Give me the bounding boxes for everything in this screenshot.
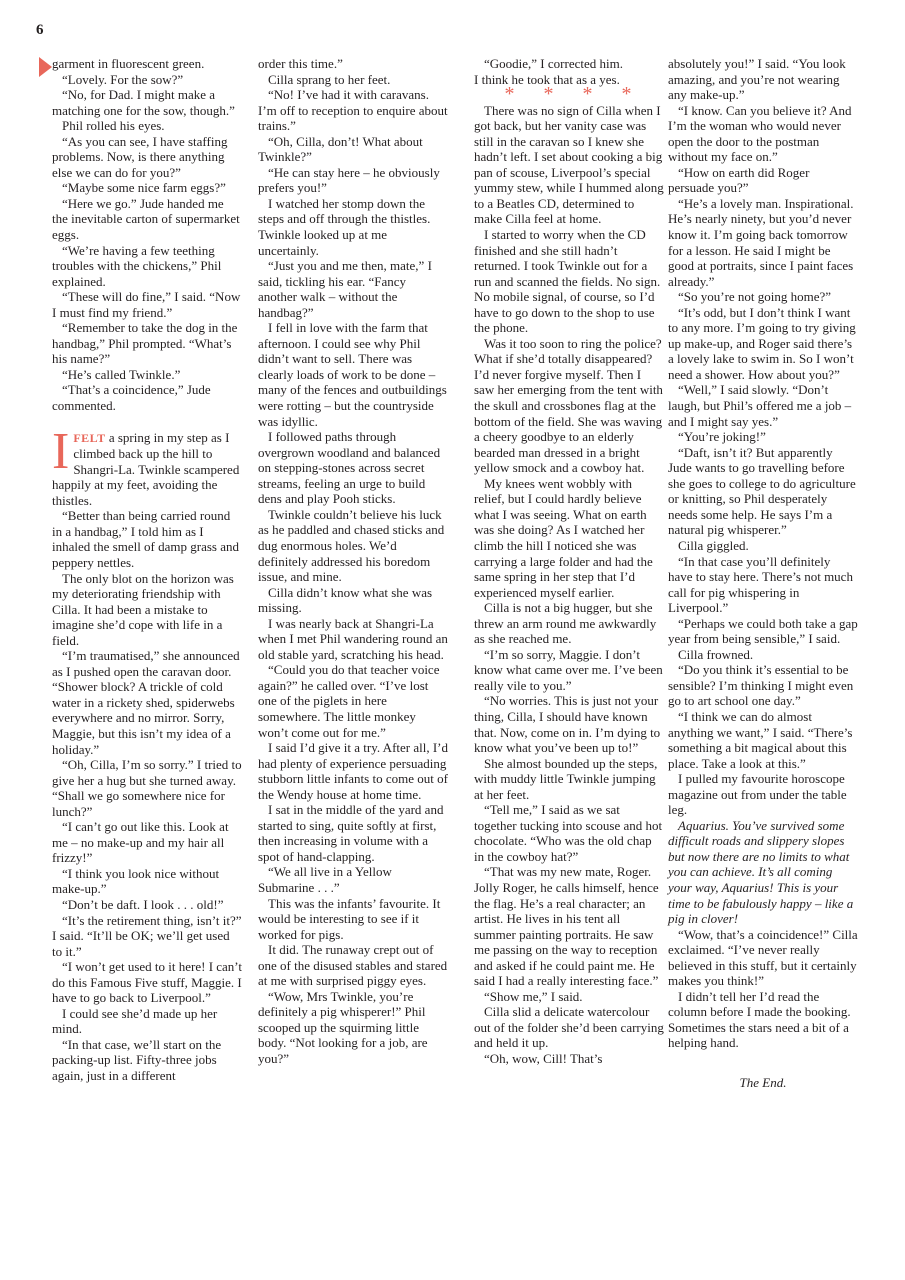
- paragraph: I started to worry when the CD finished and she still hadn’t returned. I took Twinkle out for a run and scanned the fields. No sign. No mobile signal, of course, so I’d have to go down to the shop to use the phone.: [474, 227, 661, 336]
- paragraph: Was it too soon to ring the police? What if she’d totally disappeared? I’d never forgive myself. Then I saw her emerging from the tent with the skull and crossbones flag at the bottom of the field. She was waving a cheery goodbye to an elderly bearded man dressed in a bright yellow smock and a cowboy hat.: [474, 335, 663, 476]
- column-2: [258, 56, 448, 1067]
- paragraph: “No, for Dad. I might make a matching one for the sow, though.”: [52, 87, 235, 118]
- paragraph: Cilla giggled.: [678, 537, 749, 553]
- paragraph: “Better than being carried round in a handbag,” I told him as I inhaled the smell of damp grass and peppery nettles.: [52, 508, 240, 570]
- paragraph: I said I’d give it a try. After all, I’d had plenty of experience persuading stubborn little infants to come out of the Wendy house at home time.: [258, 740, 449, 802]
- paragraph: “Show me,” I said.: [484, 988, 583, 1004]
- paragraph: “He can stay here – he obviously prefers you!”: [258, 164, 440, 196]
- continuation-paragraph: absolutely you!” I said. “You look amazing, and you’re not wearing any make-up.”: [668, 56, 846, 103]
- paragraph: “Don’t be daft. I look . . . old!”: [62, 896, 224, 912]
- paragraph: “That was my new mate, Roger. Jolly Roger, he calls himself, hence the flag. He’s a real character; an artist. He lives in his tent all summer painting portraits. He saw me passing on the way to reception and asked if he could paint me. He said I had a really interesting face.”: [474, 864, 659, 989]
- paragraph: “Oh, Cilla, don’t! What about Twinkle?”: [258, 133, 423, 165]
- paragraph: “Oh, Cilla, I’m so sorry.” I tried to give her a hug but she turned away. “Shall we go somewhere nice for lunch?”: [52, 757, 242, 819]
- paragraph: “That’s a coincidence,” Jude commented.: [52, 382, 211, 414]
- small-caps-opening: FELT: [73, 430, 106, 445]
- paragraph: Cilla slid a delicate watercolour out of the folder she’d been carrying and held it up.: [474, 1004, 664, 1051]
- paragraph: “Oh, wow, Cill! That’s: [484, 1051, 603, 1066]
- drop-cap: I: [52, 422, 70, 480]
- paragraph: “I can’t go out like this. Look at me – no make-up and my hair all frizzy!”: [52, 819, 229, 866]
- column-3: [474, 56, 664, 1067]
- continuation-paragraph: order this time.”: [258, 56, 343, 71]
- column-1: [52, 56, 242, 1084]
- paragraph: “How on earth did Roger persuade you?”: [668, 164, 810, 196]
- paragraph: “I know. Can you believe it? And I’m the woman who would never open the door to the postman without my face on.”: [668, 102, 852, 165]
- paragraph: “We all live in a Yellow Submarine . . .”: [258, 864, 392, 895]
- paragraph: Cilla didn’t know what she was missing.: [258, 584, 433, 616]
- paragraph: I fell in love with the farm that afternoon. I could see why Phil didn’t want to sell. There was clearly loads of work to be done – many of the fences and outbuildings were rotting – but the countryside was idyllic.: [258, 320, 447, 429]
- continuation-arrow-icon: [39, 57, 52, 77]
- paragraph: There was no sign of Cilla when I got back, but her vanity case was still in the caravan so I knew she hadn’t left. I set about cooking a big pan of scouse, Liverpool’s special yummy stew, while I hummed along to a Beatles CD, determined to make Cilla feel at home.: [474, 102, 664, 227]
- paragraph: “In that case you’ll definitely have to stay here. There’s not much call for pig whispering in Liverpool.”: [668, 553, 853, 616]
- paragraph: I could see she’d made up her mind.: [52, 1005, 218, 1037]
- paragraph: “In that case, we’ll start on the packing-up list. Fifty-three jobs again, just in a different: [52, 1036, 222, 1083]
- paragraph: I pulled my favourite horoscope magazine out from under the table leg.: [668, 771, 847, 818]
- paragraph: “It’s the retirement thing, isn’t it?” I said. “It’ll be OK; we’ll get used to it.”: [52, 912, 242, 959]
- the-end: The End.: [739, 1075, 787, 1090]
- paragraph: I was nearly back at Shangri-La when I met Phil wandering round an old stable yard, scratching his head.: [258, 615, 448, 662]
- paragraph: “We’re having a few teething troubles with the chickens,” Phil explained.: [52, 242, 222, 289]
- paragraph: I think he took that as a yes.: [474, 71, 620, 87]
- column-4: [668, 56, 858, 1091]
- paragraph: “Remember to take the dog in the handbag,” Phil prompted. “What’s his name?”: [52, 320, 238, 367]
- dropcap-paragraph: [52, 422, 242, 509]
- paragraph: Cilla sprang to her feet.: [268, 71, 391, 87]
- paragraph: This was the infants’ favourite. It would be interesting to see if it worked for pigs.: [258, 895, 441, 942]
- paragraph: “Daft, isn’t it? But apparently Jude wants to go travelling before she goes to college to do agriculture or knitting, so Phil desperately needs some help. He says I’m a natural pig whisperer.”: [668, 444, 856, 538]
- paragraph: “Tell me,” I said as we sat together tucking into scouse and hot chocolate. “Who was the old chap in the cowboy hat?”: [474, 802, 663, 864]
- paragraph: “I think we can do almost anything we want,” I said. “There’s something a bit magical about this place. Take a look at this.”: [668, 708, 853, 771]
- paragraph: “Wow, Mrs Twinkle, you’re definitely a pig whisperer!” Phil scooped up the squirming little body. “Not looking for a job, are you?”: [258, 988, 428, 1066]
- paragraph: She almost bounded up the steps, with muddy little Twinkle jumping at her feet.: [474, 755, 658, 802]
- paragraph: “I’m so sorry, Maggie. I don’t know what came over me. I’ve been really vile to you.”: [474, 646, 663, 693]
- paragraph: My knees went wobbly with relief, but I could hardly believe what I was seeing. What on earth was she doing? As I watched her climb the hill I noticed she was carrying a large folder and had the same spring in her step that I’d experienced myself earlier.: [474, 475, 653, 600]
- paragraph: “Maybe some nice farm eggs?”: [62, 180, 226, 196]
- horoscope-quote: Aquarius. You’ve survived some difficult roads and slippery slopes but now there are no limits to what you can achieve. It’s all coming your way, Aquarius! This is your time to be fabulously happy – like a pig in clover!: [668, 817, 854, 927]
- paragraph: Twinkle couldn’t believe his luck as he paddled and chased sticks and dug enormous holes. We’d definitely addressed his boredom issue, and mine.: [258, 506, 445, 585]
- paragraph: “Just you and me then, mate,” I said, tickling his ear. “Fancy another walk – without the handbag?”: [258, 258, 432, 320]
- paragraph-text: garment in fluorescent green.: [52, 56, 205, 71]
- paragraph: “Lovely. For the sow?”: [62, 71, 184, 87]
- paragraph: “So you’re not going home?”: [678, 289, 832, 305]
- paragraph: Cilla is not a big hugger, but she threw an arm round me awkwardly as she reached me.: [474, 600, 657, 647]
- paragraph: “No worries. This is just not your thing, Cilla, I should have known that. Now, come on in. I’m dying to know what you’ve been up to!”: [474, 693, 661, 756]
- paragraph: “Here we go.” Jude handed me the inevitable carton of supermarket eggs.: [52, 195, 240, 243]
- paragraph: “Wow, that’s a coincidence!” Cilla exclaimed. “I’ve never really believed in this stuff, but it certainly makes you think!”: [668, 926, 858, 989]
- paragraph: Cilla frowned.: [678, 646, 754, 662]
- paragraph: Phil rolled his eyes.: [62, 118, 165, 134]
- paragraph: “Do you think it’s essential to be sensible? I’m thinking I might even go to art school one day.”: [668, 662, 854, 709]
- paragraph: “No! I’ve had it with caravans. I’m off to reception to enquire about trains.”: [258, 87, 448, 134]
- paragraph: “Could you do that teacher voice again?” he called over. “I’ve lost one of the piglets in here somewhere. The little monkey won’t come out for me.”: [258, 662, 440, 740]
- paragraph: I watched her stomp down the steps and off through the thistles. Twinkle looked up at me uncertainly.: [258, 195, 431, 258]
- paragraph: I didn’t tell her I’d read the column before I made the booking. Sometimes the stars need a bit of a helping hand.: [668, 988, 851, 1051]
- section-divider: * * * *: [504, 83, 644, 106]
- paragraph: “Well,” I said slowly. “Don’t laugh, but Phil’s offered me a job – and I might say yes.”: [668, 382, 852, 429]
- paragraph: “I think you look nice without make-up.”: [52, 865, 220, 897]
- paragraph: “Goodie,” I corrected him.: [484, 56, 623, 71]
- paragraph: “You’re joking!”: [678, 429, 766, 445]
- paragraph: “As you can see, I have staffing problems. Now, is there anything else we can do for you?”: [52, 133, 228, 180]
- paragraph: “I won’t get used to it here! I can’t do this Famous Five stuff, Maggie. I have to go back to Liverpool.”: [52, 959, 243, 1006]
- paragraph: It did. The runaway crept out of one of the disused stables and stared at me with surprised piggy eyes.: [258, 942, 448, 989]
- page-number: 6: [36, 22, 44, 38]
- paragraph: The only blot on the horizon was my deteriorating friendship with Cilla. It had been a mistake to imagine she’d cope with life in a field.: [52, 570, 234, 648]
- paragraph: “It’s odd, but I don’t think I want to any more. I’m going to try giving up make-up, and Roger said there’s a lovely lake to swim in. So I won’t need a shower. How about you?”: [668, 304, 856, 382]
- paragraph: “Perhaps we could both take a gap year from being sensible,” I said.: [668, 615, 858, 647]
- paragraph: I followed paths through overgrown woodland and balanced on stepping-stones across secret streams, feeling an urge to build dens and play Pooh sticks.: [258, 429, 441, 507]
- paragraph: “I’m traumatised,” she announced as I pushed open the caravan door. “Shower block? A trickle of cold water in a rickety shed, spiderwebs everywhere and no mirror. Sorry, Maggie, but this isn’t my idea of a holiday.”: [52, 648, 240, 757]
- paragraph: “These will do fine,” I said. “Now I must find my friend.”: [52, 289, 241, 320]
- paragraph: “He’s called Twinkle.”: [62, 366, 181, 382]
- paragraph: I sat in the middle of the yard and started to sing, quite softly at first, then increasing in volume with a spot of hand-clapping.: [258, 802, 444, 864]
- paragraph: “He’s a lovely man. Inspirational. He’s nearly ninety, but you’d never know it. I’m going back tomorrow for a lesson. He said I might be good at portraits, since I paint faces already.”: [668, 195, 854, 289]
- paragraph-text: a spring in my step as I climbed back up the hill to Shangri-La. Twinkle scampered happily at my feet, avoiding the thistles.: [52, 429, 240, 508]
- continuation-paragraph: [52, 56, 242, 72]
